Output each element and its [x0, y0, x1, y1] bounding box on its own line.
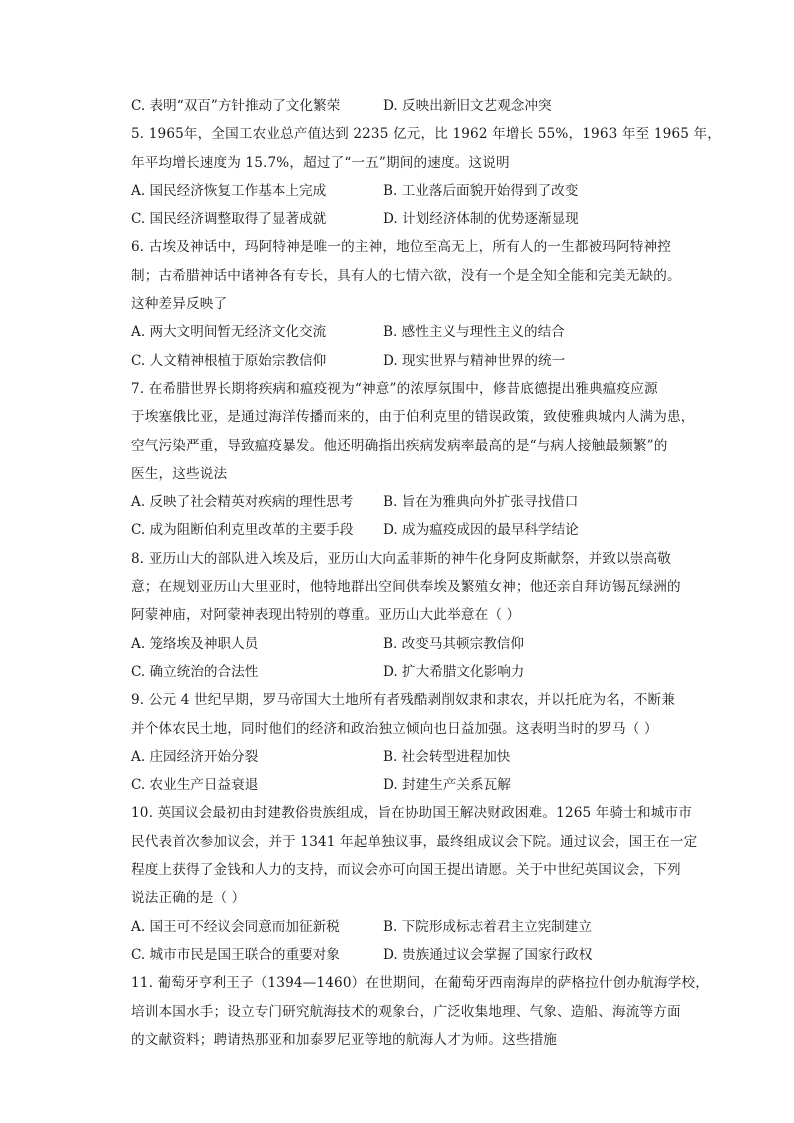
option-row — [131, 177, 694, 205]
option-row — [131, 516, 694, 544]
option-a[interactable]: A. 国王可不经议会同意而加征新税 — [131, 918, 340, 935]
option-a[interactable]: A. 两大文明间暂无经济文化交流 — [131, 324, 327, 341]
question-text: 10. 英国议会最初由封建教俗贵族组成，旨在协助国王解决财政困难。1265 年骑士和城市市 — [131, 805, 692, 822]
question-7 — [131, 375, 694, 545]
question-text: 7. 在希腊世界长期将疾病和瘟疫视为“神意”的浓厚氛围中，修昔底德提出雅典瘟疫应源 — [131, 380, 658, 397]
question-text: 说法正确的是（ ） — [131, 890, 246, 907]
option-a[interactable]: A. 国民经济恢复工作基本上完成 — [131, 182, 327, 199]
option-row — [131, 318, 694, 346]
question-text: 培训本国水手；设立专门研究航海技术的观象台，广泛收集地理、气象、造船、海流等方面 — [131, 1003, 681, 1020]
option-c[interactable]: C. 确立统治的合法性 — [131, 663, 259, 680]
question-text: 6. 古埃及神话中，玛阿特神是唯一的主神，地位至高无上，所有人的一生都被玛阿特神控 — [131, 239, 672, 256]
option-d[interactable]: D. 反映出新旧文艺观念冲突 — [383, 98, 552, 114]
question-text: 这种差异反映了 — [131, 296, 228, 313]
question-6 — [131, 233, 694, 374]
option-a[interactable]: A. 庄园经济开始分裂 — [131, 748, 259, 765]
option-d[interactable]: D. 成为瘟疫成因的最早科学结论 — [383, 522, 579, 539]
option-row — [131, 941, 694, 969]
question-5 — [131, 120, 721, 233]
option-row — [131, 630, 694, 658]
question-text: 8. 亚历山大的部队进入埃及后，亚历山大向孟菲斯的神牛化身阿皮斯献祭，并致以崇高敬 — [131, 550, 672, 567]
option-c[interactable]: C. 城市市民是国王联合的重要对象 — [131, 946, 340, 963]
option-b[interactable]: B. 改变马其顿宗教信仰 — [383, 635, 524, 652]
question-text: 的文献资料；聘请热那亚和加泰罗尼亚等地的航海人才为师。这些措施 — [131, 1031, 558, 1048]
option-row — [131, 658, 694, 686]
question-text: 于埃塞俄比亚，是通过海洋传播而来的，由于伯利克里的错误政策，致使雅典城内人满为患， — [131, 409, 695, 426]
option-row — [131, 743, 694, 771]
question-text: 空气污染严重，导致瘟疫暴发。他还明确指出疾病发病率最高的是“与病人接触最频繁”的 — [131, 437, 668, 454]
question-8 — [131, 545, 694, 686]
option-b[interactable]: B. 工业落后面貌开始得到了改变 — [383, 182, 579, 199]
question-9 — [131, 686, 694, 799]
option-row — [131, 347, 694, 375]
option-c[interactable]: C. 人文精神根植于原始宗教信仰 — [131, 352, 327, 369]
question-text: 民代表首次参加议会，并于 1341 年起单独议事，最终组成议会下院。通过议会，国王在一定 — [131, 833, 698, 850]
option-c[interactable]: C. 国民经济调整取得了显著成就 — [131, 211, 327, 228]
question-text: 意；在规划亚历山大里亚时，他特地群出空间供奉埃及繁殖女神；他还亲自拜访锡瓦绿洲的 — [131, 579, 681, 596]
question-text: 医生，这些说法 — [131, 465, 228, 482]
question-text: 并个体农民土地，同时他们的经济和政治独立倾向也日益加强。这表明当时的罗马（ ） — [131, 720, 658, 737]
option-d[interactable]: D. 扩大希腊文化影响力 — [383, 663, 525, 680]
option-row — [131, 488, 694, 516]
option-c[interactable]: C. 表明“双百”方针推动了文化繁荣 — [131, 98, 341, 114]
option-c[interactable]: C. 农业生产日益衰退 — [131, 777, 259, 794]
option-row — [131, 771, 694, 799]
question-text: 阿蒙神庙，对阿蒙神表现出特别的尊重。亚历山大此举意在（ ） — [131, 607, 521, 624]
question-text: 5. 1965年，全国工农业总产值达到 2235 亿元，比 1962 年增长 55%，1963 年至 1965 年， — [131, 126, 721, 143]
question-text: 年平均增长速度为 15.7%，超过了“一五”期间的速度。这说明 — [131, 154, 510, 171]
option-b[interactable]: B. 旨在为雅典向外扩张寻找借口 — [383, 494, 579, 511]
option-d[interactable]: D. 封建生产关系瓦解 — [383, 777, 511, 794]
option-row — [131, 205, 694, 233]
option-row — [131, 913, 694, 941]
option-b[interactable]: B. 社会转型进程加快 — [383, 748, 511, 765]
question-11 — [131, 969, 709, 1054]
question-text: 制；古希腊神话中诸神各有专长，具有人的七情六欲，没有一个是全知全能和完美无缺的。 — [131, 267, 681, 284]
option-d[interactable]: D. 计划经济体制的优势逐渐显现 — [383, 211, 579, 228]
option-a[interactable]: A. 笼络埃及神职人员 — [131, 635, 259, 652]
question-text: 9. 公元 4 世纪早期，罗马帝国大土地所有者残酷剥削奴隶和隶农，并以托庇为名，不断兼 — [131, 692, 675, 709]
option-a[interactable]: A. 反映了社会精英对疾病的理性思考 — [131, 494, 354, 511]
question-text: 11. 葡萄牙亨利王子（1394—1460）在世期间，在葡萄牙西南海岸的萨格拉什创办航海学校， — [131, 975, 709, 992]
option-row — [131, 92, 694, 120]
option-c[interactable]: C. 成为阻断伯利克里改革的主要手段 — [131, 522, 354, 539]
option-d[interactable]: D. 现实世界与精神世界的统一 — [383, 352, 566, 369]
question-10 — [131, 799, 698, 969]
option-b[interactable]: B. 感性主义与理性主义的结合 — [383, 324, 565, 341]
option-d[interactable]: D. 贵族通过议会掌握了国家行政权 — [383, 946, 593, 963]
option-b[interactable]: B. 下院形成标志着君主立宪制建立 — [383, 918, 592, 935]
question-text: 程度上获得了金钱和人力的支持，而议会亦可向国王提出请愿。关于中世纪英国议会，下列 — [131, 862, 681, 879]
